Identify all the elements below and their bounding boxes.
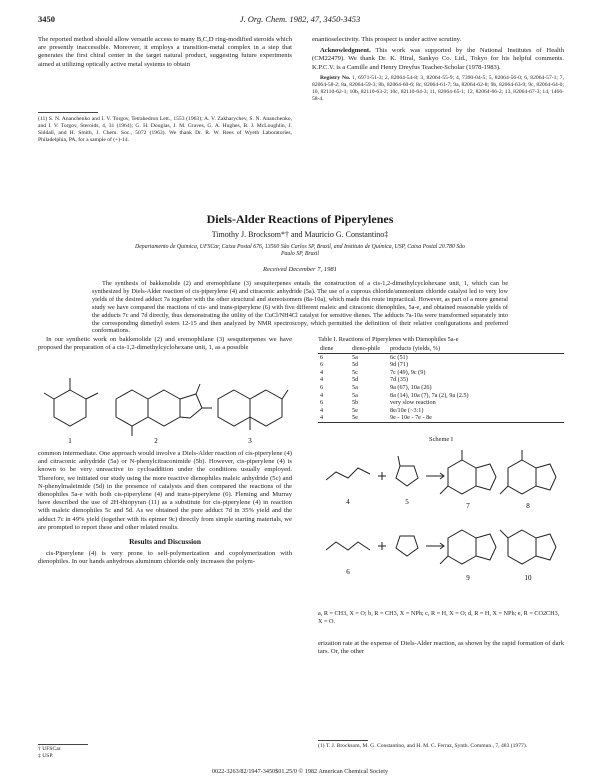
abstract: The synthesis of bakkenolide (2) and eremophilane (3) sesquiterpenes entails the construction of a cis-1,2-dimethylcyclohexane unit, 1, which can be synthesized by Diels-Alder reaction of cis-piperylene (4) and citraconic anhydride (5a). The use of a cuprous chloride/ammonium chloride catalyst led to very low yields of the desired adduct 7a together with the other structural and stereoisomers (8a-10a), which made this route impractical. However, as part of a more general study we have compared the reactions of cis- and trans-piperylene (6) with five different maleic and citraconic dienophiles, 5a-e, and obtained reasonable yields of the adducts 7c and 7d directly, thus demonstrating the utility of the CuCl/NH4Cl catalyst for sensitive dienes. The adducts 7a-10a were transformed separately into the corresponding dimethyl esters 12-15 and then analyzed by NMR spectroscopy, which permitted the definition of their relative configurations and preferred conformations. xyxy=(92,280,508,335)
adduct-7 xyxy=(440,450,496,494)
table-header-diene: diene xyxy=(318,345,350,353)
scheme-title: Scheme I xyxy=(429,436,453,443)
reference-footnote: (1) T. J. Brocksom, M. G. Constantino, and H. M. C. Ferraz, Synth. Commun., 7, 483 (1977). xyxy=(318,743,528,749)
cell-dienophile: 5a xyxy=(352,391,358,399)
footnote-usp: ‡ USP. xyxy=(38,753,54,759)
article-title: Diels-Alder Reactions of Piperylenes xyxy=(206,212,394,226)
cell-products: very slow reaction xyxy=(390,399,436,407)
journal-citation: J. Org. Chem. 1982, 47, 3450-3453 xyxy=(239,14,361,24)
cell-diene: 6 xyxy=(320,361,324,369)
table-row xyxy=(318,399,564,407)
cell-diene: 6 xyxy=(320,353,324,361)
results-paragraph-continued: erization rate at the expense of Diels-Alder reaction, as shown by the rapid formation of dark tars. Or, the other xyxy=(318,640,564,656)
page-number: 3450 xyxy=(38,14,55,24)
cell-dienophile: 5a xyxy=(352,383,358,391)
table-header-dienophile: dieno-phile xyxy=(350,345,388,353)
copyright-line: 0022-3263/82/1947-3450$01.25/0 © 1982 American Chemical Society xyxy=(211,768,389,775)
table-row xyxy=(318,353,564,361)
body-right-continuation xyxy=(318,640,564,659)
structure-1-drawing xyxy=(44,378,98,426)
table-header-products: products (yields, %) xyxy=(388,345,564,353)
table-1-grid xyxy=(318,345,564,423)
table-caption: Table I. Reactions of Piperylenes with Dienophiles 5a-e xyxy=(318,336,459,343)
cell-diene: 6 xyxy=(320,399,324,407)
table-row xyxy=(318,414,564,422)
dienophile-5 xyxy=(396,466,418,486)
table-row xyxy=(318,376,564,384)
cell-products: 9e - 10e - 7e - 8e xyxy=(388,414,564,422)
footnote-rule xyxy=(38,112,98,113)
prev-article-right-column xyxy=(312,36,564,106)
cell-diene: 4 xyxy=(320,376,324,384)
registry-text: 1, 6971-51-3; 2, 82064-54-8; 3, 82064-55-9; 4, 7390-04-5; 5, 82064-56-0; 6, 82064-57-1; 7, 82064-58-2; 8a, 82064-59-3; 8b, 82064-60-6; 8c, 82064-61-7; 9a, 82064-62-8; 9b, 82064-63-9; 9c, 82064-64-0; 10, 82110-62-1; 10b, 82110-63-2; 10c, 82110-64-3; 11, 82064-65-1; 12, 82064-66-2; 13, 82064-67-3; 14, 1466-58-4. xyxy=(312,74,565,102)
scheme-label-8: 8 xyxy=(526,502,530,510)
registry-numbers xyxy=(312,75,564,103)
cell-dienophile: 5d xyxy=(352,361,359,369)
scheme-1-drawing xyxy=(318,446,564,608)
right-footnote-rule xyxy=(318,740,368,741)
adduct-8 xyxy=(500,450,556,494)
intro-paragraph-1: In our synthetic work on bakkenolide (2) and eremophilane (3) sesquiterpenes we have proposed the preparation of a cis-1,2-dimethylcyclohexane unit, 1, as a possible xyxy=(38,336,292,352)
page-header xyxy=(38,14,562,26)
cell-diene: 6 xyxy=(320,383,324,391)
diene-6 xyxy=(326,542,370,550)
cell-dienophile: 5e xyxy=(350,414,388,422)
cell-diene: 4 xyxy=(320,368,324,376)
scheme-label-6: 6 xyxy=(346,568,350,576)
cell-diene: 4 xyxy=(320,391,324,399)
acknowledgment-text: This work was supported by the National Institutes of Health (CM22479). We thank Dr. K. Hiral, Sankyo Co. Ltd., Tokyo for his helpful comments. K.P.C.V. is a Camille and Henry Dreyfus Teacher-Scholar (1978-1983). xyxy=(312,47,565,71)
structure-label-2: 2 xyxy=(154,437,158,445)
structures-1-2-3 xyxy=(40,368,290,446)
cell-products: 9a (67), 10a (26) xyxy=(390,383,432,391)
cell-dienophile: 5a xyxy=(352,353,358,361)
left-footnote-rule xyxy=(38,744,88,745)
cell-dienophile: 5c xyxy=(352,368,358,376)
scheme-label-4: 4 xyxy=(346,498,350,506)
structure-label-1: 1 xyxy=(68,437,72,445)
structure-3-drawing xyxy=(218,390,288,430)
received-date: Received December 7, 1981 xyxy=(263,266,337,273)
scheme-label-5: 5 xyxy=(405,498,409,506)
structure-label-3: 3 xyxy=(248,437,252,445)
table-1 xyxy=(318,336,564,423)
cell-products: 7d (35) xyxy=(390,376,409,384)
prev-article-paragraph: The reported method should allow versatile access to many B,C,D ring-modified steroids which are presently inaccessible. Moreover, it employs a transition-metal complex in a step that generates the first chiral center in the target natural product, suggesting future experiments aimed at utilizing optically active metal systems to obtain xyxy=(38,36,292,68)
cell-products: 8e/10e (~3:1) xyxy=(390,406,424,414)
table-row xyxy=(318,384,564,392)
footnote-ufscar: † UFSCar. xyxy=(38,746,62,752)
scheme-caption: a, R = CH3, X = O; b, R = CH3, X = NPh; c, R = H, X = O; d, R = H, X = NPh; e, R = CO2CH3, X = O. xyxy=(318,610,560,625)
prev-article-left-column xyxy=(38,36,292,72)
article-authors: Timothy J. Brocksom*† and Mauricio G. Constantino‡ xyxy=(211,230,389,239)
registry-heading: Registry No. xyxy=(320,74,351,81)
cell-dienophile: 5d xyxy=(352,376,359,384)
article-affiliation: Departamento de Quimica, UFSCar, Caixa Postal 676, 13560 São Carlos SP, Brazil, and Instituto de Química, USP, Caixa Postal 20.780 São Paulo SP, Brazil xyxy=(135,244,465,258)
cell-products: 9d (71) xyxy=(390,361,409,369)
table-row xyxy=(318,392,564,400)
adduct-9 xyxy=(440,530,496,564)
table-row xyxy=(318,407,564,415)
affiliation-footnotes xyxy=(38,746,238,760)
body-left-main xyxy=(38,450,292,570)
cell-products: 6c (51) xyxy=(390,353,408,361)
results-heading: Results and Discussion xyxy=(129,537,201,547)
cell-dienophile: 5e xyxy=(352,406,358,414)
prev-article-footnote: (11) S. N. Ananchenko and I. V. Torgov, Tetrahedron Lett., 1553 (1963); A. V. Zakharychev, S. N. Ananchenko, and I. V. Torgov, Steroids, 4, 31 (1964); G. H. Douglas, J. M. Graves, G. A. Hughes, B. J. McLoughlin, J. Siddall, and H. Smith, J. Chem. Soc., 5072 (1963). We thank Dr. R. W. Rees of Wyeth Laboratories, Philadelphia, PA, for a sample of (+)-14. xyxy=(38,116,292,143)
scheme-label-10: 10 xyxy=(524,574,532,582)
cell-diene: 4 xyxy=(318,414,350,422)
acknowledgment-heading: Acknowledgment. xyxy=(320,47,371,55)
adduct-10 xyxy=(500,530,556,564)
prev-article-closing-line: enantioselectivity. This prospect is under active scrutiny. xyxy=(312,36,462,43)
body-left-intro xyxy=(38,336,292,355)
scheme-label-9: 9 xyxy=(466,574,470,582)
table-row xyxy=(318,369,564,377)
intro-paragraph-2: common intermediate. One approach would involve a Diels-Alder reaction of cis-piperylene (4) and citraconic anhydride (5a) or N-phenylcitraconimide (5b). However, cis-piperylene (4) is known to be very unreactive to cycloaddition under the conditions usually employed. Therefore, we initiated our study using the more reactive dienophiles maleic anhydride (5c) and N-phenylmaleimide (5d) in the presence of catalysts and then compared the reactions of the dienophiles 5a-e with both cis-piperylene (4) and trans-piperylene (6). Fleming and Murray have described the use of 2H-thiopyran (11) as a substitute for cis-piperylene (4) in reaction with maleic dienophiles 5c and 5d. As we obtained the pure adduct 7d in 35% yield and the adduct 7c in 49% yield (together with its epimer 9c) directly from simple starting materials, we are prompted to report these and other related results. xyxy=(38,450,292,531)
cell-products: 7c (49), 9c (9) xyxy=(390,368,426,376)
diene-4 xyxy=(326,468,370,480)
table-row xyxy=(318,361,564,369)
acknowledgment xyxy=(312,47,564,72)
table-header-row xyxy=(318,345,564,353)
scheme-label-7: 7 xyxy=(466,502,470,510)
cell-diene: 4 xyxy=(320,406,324,414)
cell-products: 8a (14), 10a (7), 7a (2), 9a (2.5) xyxy=(390,391,469,399)
cell-dienophile: 5b xyxy=(352,399,359,407)
results-paragraph-1: cis-Piperylene (4) is very prone to self-polymerization and copolymerization with dienophiles. In our hands anhydrous aluminum chloride only increases the polym- xyxy=(38,550,292,566)
structure-2-drawing xyxy=(116,384,212,436)
